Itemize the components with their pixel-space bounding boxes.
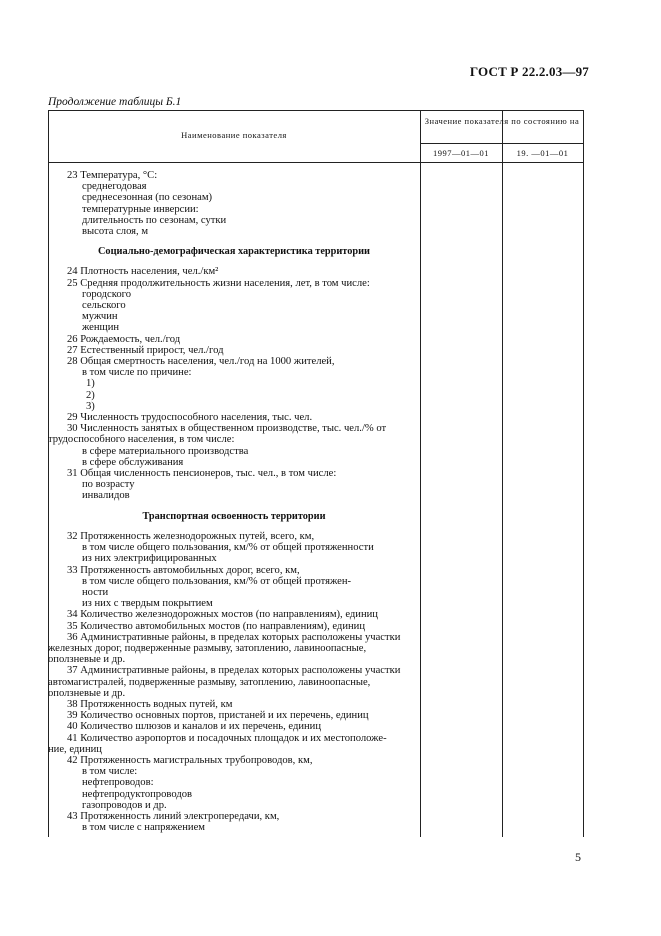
indicator-row: 39 Количество основных портов, пристаней и их перечень, единиц: [67, 710, 369, 722]
indicator-row: 37 Административные районы, в пределах которых расположены участки: [67, 665, 401, 677]
name-column-header: Наименование показателя: [181, 130, 287, 140]
table-border-right: [583, 110, 584, 837]
indicator-row: инвалидов: [82, 490, 130, 502]
indicator-row: длительность по сезонам, сутки: [82, 214, 227, 226]
indicator-row: в сфере материального производства: [82, 445, 249, 457]
date-column-future: 19. —01—01: [516, 148, 569, 158]
indicator-row: в том числе общего пользования, км/% от общей протяженности: [82, 542, 374, 554]
header-subdivider: [420, 143, 583, 144]
indicator-row: в том числе:: [82, 766, 138, 778]
indicator-row: 38 Протяженность водных путей, км: [67, 698, 233, 710]
section-heading: Социально-демографическая характеристика территории: [98, 246, 370, 258]
indicator-row: 27 Естественный прирост, чел./год: [67, 344, 224, 356]
date-column-1997: 1997—01—01: [433, 148, 489, 158]
indicator-row: 29 Численность трудоспособного населения, тыс. чел.: [67, 412, 313, 424]
indicator-row: по возрасту: [82, 479, 135, 491]
indicator-row: 33 Протяженность автомобильных дорог, всего, км,: [67, 564, 300, 576]
indicator-row: 34 Количество железнодорожных мостов (по направлениям), единиц: [67, 609, 378, 621]
indicator-row: 43 Протяженность линий электропередачи, км,: [67, 810, 280, 822]
indicator-row: ности: [82, 586, 109, 598]
indicator-row: 40 Количество шлюзов и каналов и их перечень, единиц: [67, 721, 322, 733]
indicator-row: в сфере обслуживания: [82, 456, 184, 468]
indicator-row: в том числе по причине:: [82, 367, 192, 379]
indicator-list: [48, 170, 420, 833]
indicator-row: 2): [86, 389, 95, 401]
indicator-row: женщин: [82, 322, 120, 334]
value-column-header: Значение показателя по состоянию на: [424, 116, 580, 126]
indicator-row: 26 Рождаемость, чел./год: [67, 333, 181, 345]
indicator-row: в том числе общего пользования, км/% от общей протяжен-: [82, 575, 352, 587]
indicator-row: оползневые и др.: [48, 687, 126, 699]
indicator-row: высота слоя, м: [82, 226, 149, 238]
indicator-row: городского: [82, 288, 132, 300]
indicator-row: в том числе с напряжением: [82, 822, 205, 834]
indicator-row: 32 Протяженность железнодорожных путей, всего, км,: [67, 530, 315, 542]
table-border-top: [48, 110, 583, 111]
indicator-row: трудоспособного населения, в том числе:: [48, 434, 235, 446]
indicator-row: железных дорог, подверженные размыву, затоплению, лавиноопасные,: [48, 642, 367, 654]
table-continuation-caption: Продолжение таблицы Б.1: [48, 96, 182, 108]
indicator-row: 41 Количество аэропортов и посадочных площадок и их местоположе-: [67, 732, 387, 744]
indicator-row: 1): [86, 378, 95, 390]
indicator-row: нефтепроводов:: [82, 777, 154, 789]
indicator-row: 42 Протяженность магистральных трубопроводов, км,: [67, 754, 313, 766]
indicator-row: 30 Численность занятых в общественном производстве, тыс. чел./% от: [67, 423, 387, 435]
page-number: 5: [575, 850, 581, 864]
indicator-row: 28 Общая смертность населения, чел./год на 1000 жителей,: [67, 356, 335, 368]
indicator-row: нефтепродуктопроводов: [82, 788, 193, 800]
indicator-row: 31 Общая численность пенсионеров, тыс. чел., в том числе:: [67, 468, 337, 480]
standard-number: ГОСТ Р 22.2.03—97: [469, 64, 589, 79]
indicator-row: мужчин: [82, 311, 118, 323]
header-bottom-border: [48, 162, 583, 163]
indicator-row: 25 Средняя продолжительность жизни населения, лет, в том числе:: [67, 277, 370, 289]
indicator-row: ние, единиц: [48, 743, 102, 755]
indicator-row: 3): [86, 400, 95, 412]
indicator-row: 24 Плотность населения, чел./км²: [67, 266, 219, 278]
indicator-row: оползневые и др.: [48, 654, 126, 666]
indicator-row: из них с твердым покрытием: [82, 598, 213, 610]
indicator-row: среднесезонная (по сезонам): [82, 192, 213, 204]
indicator-row: из них электрифицированных: [82, 553, 217, 565]
indicator-row: 35 Количество автомобильных мостов (по направлениям), единиц: [67, 620, 365, 632]
section-heading: Транспортная освоенность территории: [142, 510, 326, 522]
indicator-row: температурные инверсии:: [82, 203, 199, 215]
indicator-row: автомагистралей, подверженные размыву, затоплению, лавиноопасные,: [48, 676, 371, 688]
indicator-row: газопроводов и др.: [82, 799, 167, 811]
column-divider-dates: [502, 110, 503, 837]
indicator-row: сельского: [82, 300, 126, 312]
indicator-row: среднегодовая: [82, 181, 147, 193]
indicator-table: [48, 110, 583, 837]
column-divider-name: [420, 110, 421, 837]
indicator-row: 23 Температура, °С:: [67, 170, 158, 181]
indicator-row: 36 Административные районы, в пределах которых расположены участки: [67, 631, 401, 643]
